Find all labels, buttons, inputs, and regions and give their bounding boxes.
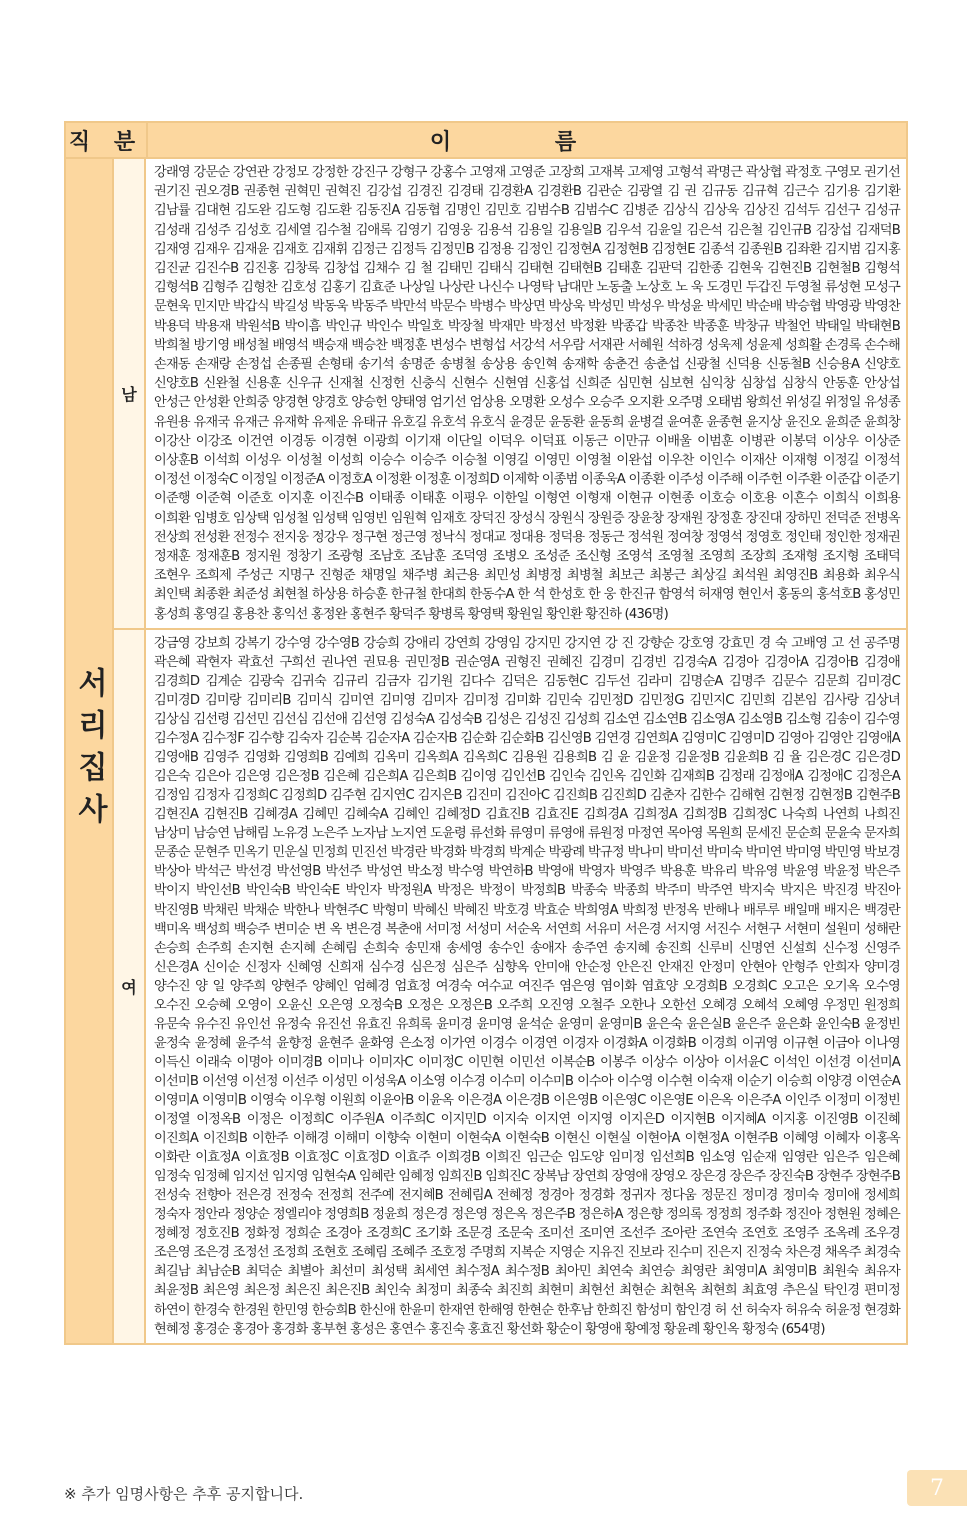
gender-groups [114, 159, 906, 1343]
table-body [66, 159, 906, 1343]
role-cell [66, 159, 114, 1343]
page-number: 7 [907, 1470, 967, 1506]
header-role: 직 분 [66, 123, 148, 157]
male-names: 강래영 강문순 강연관 강정모 강정한 강진구 강형구 강홍수 고영재 고영준 고장희 고재복 고제영 고형석 곽명근 곽상협 곽정호 구영모 권기선 권기진 권오경B 권종현 권혁민 권혁진 김강섭 김경진 김경태 김경환A 김경환B 김관순 김광열 김 권 김규동 김규혁 김근수 김기용 김기환 김남률 김대현 김도완 김도형 김도환 김동진A 김동협 김명인 김민호 김범수B 김범수C 김병준 김상식 김상욱 김상진 김석두 김선구 김성규 김성래 김성주 김성호 김세열 김수철 김애록 김영기 김영웅 김용석 김용일 김용일B 김우석 김윤일 김은석 김은철 김인규B 김장섭 김재덕B 김재영 김재우 김재윤 김재호 김재휘 김정근 김정득 김정민B 김정용 김정인 김정현A 김정현B 김정현E 김종석 김종원B 김좌환 김지범 김지홍 김진균 김진수B 김진홍 김창록 김창섭 김채수 김 철 김태민 김태식 김태현 김태현B 김태훈 김판덕 김한종 김현욱 김현진B 김현철B 김형석 김형석B 김형주 김형찬 김호성 김홍기 김효준 나상일 나상란 나신수 나영탁 남대만 노동출 노상호 노 욱 도경민 두갑진 두영철 류성현 모성구 문현욱 민지만 박갑식 박길성 박동욱 박동주 박만석 박문수 박병수 박상면 박상욱 박성민 박성우 박성윤 박세민 박순배 박승협 박영광 박영찬 박용덕 박용재 박원석B 박이흠 박인규 박인수 박일호 박장철 박재만 박정선 박정환 박종갑 박종찬 박종훈 박창규 박철언 박태일 박태현B 박희철 방기영 배성철 배영석 백승재 백승찬 백정훈 변성수 변형섭 서강석 서우람 서재관 서혜원 석하경 성욱제 성윤제 성희활 손경록 손수해 손재동 손재랑 손정섭 손종필 손형태 송기석 송명준 송병철 송상용 송인혁 송재학 송춘건 송춘섭 신광철 신덕용 신동철B 신승용A 신양호 신양호B 신완철 신용훈 신우규 신재철 신정헌 신충식 신현수 신현염 신홍섭 신희준 심민현 심보현 심익창 심창섭 심창식 안동훈 안상섭 안성근 안성환 안희중 양경현 양경호 양승헌 양태영 엄기선 엄상용 오명환 오성수 오승주 오지환 오주명 오태범 왕희선 위성길 위정일 유성종 유원용 유재국 유재근 유재학 유제운 유태규 유호길 유호석 유호식 윤경문 윤동환 윤동희 윤병걸 윤여훈 윤종현 윤지상 윤진오 윤희준 윤희창 이강산 이강조 이건연 이경동 이경현 이광희 이기재 이단일 이덕우 이덕표 이동근 이만규 이배울 이범훈 이병관 이봉덕 이상우 이상준 이상훈B 이석희 이성우 이성철 이성희 이승수 이승주 이승철 이영길 이영민 이영철 이완섭 이우찬 이인수 이재산 이재형 이정길 이정석 이정선 이정숙C 이정일 이정준A 이정호A 이정환 이정훈 이정희D 이제학 이종범 이종욱A 이종환 이주성 이주해 이주헌 이주환 이준갑 이준기 이준행 이준혁 이준호 이지훈 이진수B 이태종 이태훈 이평우 이한일 이형연 이형재 이현규 이현종 이호승 이호용 이흔수 이희식 이희용 이희환 임병호 임상택 임성철 임성택 임영빈 임원혁 임재호 장덕진 장성식 장원식 장원증 장윤창 장재원 장정훈 장진대 장하민 전덕준 전병옥 전상희 전성환 전정수 전지웅 정강우 정구현 정근영 정낙식 정대교 정대용 정덕용 정동근 정석원 정여창 정영석 정영호 정인태 정인한 정재권 정재훈 정재훈B 정지원 정창기 조광형 조남호 조남훈 조덕영 조병오 조성준 조신형 조영석 조영철 조영희 조장희 조재형 조지형 조태덕 조현우 조희제 주성근 지명구 진형준 채명일 채주병 최근용 최민성 최병정 최병철 최보근 최봉근 최상길 최석원 최영진B 최용화 최우식 최인택 최종환 최준성 최현철 하상용 하승훈 한규철 한대희 한동수A 한 석 한성호 한 웅 한진규 함영석 허재영 현인서 홍동의 홍석호B 홍성민 홍성희 홍영길 홍용찬 홍익선 홍정완 홍현주 황덕주 황병록 황영택 황원일 황인환 황진하 (436명) [154, 165, 900, 622]
gender-label-male: 남 [114, 159, 146, 628]
table-header [66, 123, 906, 159]
gender-label-female: 여 [114, 630, 146, 1343]
footer-note: ※ 추가 임명사항은 추후 공지합니다. [64, 1485, 304, 1503]
header-name: 이 름 [429, 129, 625, 155]
female-group [114, 630, 906, 1343]
male-group [114, 159, 906, 630]
deacon-appointment-table [64, 121, 908, 1345]
role-label: 서리집사 [72, 666, 107, 835]
female-names: 강금영 강보희 강복기 강수영 강수영B 강승희 강애리 강연희 강영임 강지민 강지연 강 진 강향순 강호영 강효민 경 숙 고배영 고 선 공주명 곽은혜 곽현자 곽효선 구희선 권나연 권묘용 권민정B 권순영A 권형진 권혜진 김경미 김경빈 김경숙A 김경아 김경아A 김경아B 김경애 김경희D 김계순 김광숙 김귀숙 김규리 김금자 김기원 김다수 김덕은 김동현C 김두선 김라미 김명순A 김명주 김문수 김문희 김미경C 김미경D 김미랑 김미리B 김미식 김미연 김미영 김미자 김미정 김미화 김민숙 김민정D 김민정G 김민지C 김민희 김본임 김사랑 김상녀 김상심 김선령 김선민 김선심 김선애 김선영 김성숙A 김성숙B 김성은 김성진 김성희 김소연 김소연B 김소영A 김소영B 김소형 김송이 김수영 김수정A 김수정F 김수향 김숙자 김순복 김순자A 김순자B 김순화 김순화B 김신영B 김연경 김연희A 김영미C 김영미D 김영아 김영안 김영애A 김영애B 김영주 김영화 김영희B 김예희 김옥미 김옥희A 김옥희C 김용원 김용희B 김 윤 김윤정 김윤정B 김윤희B 김 율 김은경C 김은경D 김은숙 김은아 김은영 김은정B 김은혜 김은희A 김은희B 김이영 김인선B 김인숙 김인옥 김인화 김재희B 김정래 김정애A 김정애C 김정은A 김정임 김정자 김정희C 김정희D 김주현 김지연C 김지은B 김진미 김진아C 김진희B 김진희D 김춘자 김한수 김해현 김현정 김현정B 김현주B 김현진A 김현진B 김혜경A 김혜민 김혜숙A 김혜인 김혜정D 김효진B 김효진E 김희경A 김희정A 김희정B 김희정C 나숙희 나연희 나희진 남상미 남승연 남해림 노유경 노은주 노자남 노지연 도윤령 류선화 류영미 류영애 류원정 마정연 목아영 목원희 문세진 문순희 문윤숙 문자희 문종순 문현주 민옥기 민운실 민정희 민진선 박경란 박경화 박경희 박계순 박광례 박규정 박나미 박미선 박미숙 박미연 박미영 박민영 박보경 박상아 박석근 박선경 박선영B 박선주 박성연 박소정 박수영 박연하B 박영애 박영자 박영주 박용훈 박유리 박유영 박윤영 박윤정 박은주 박이지 박인선B 박인숙B 박인숙E 박인자 박정원A 박정은 박정이 박정희B 박종숙 박종희 박주미 박주연 박지숙 박지은 박진경 박진아 박진영B 박채린 박채순 박한나 박현주C 박형미 박혜신 박혜진 박호경 박효순 박희영A 박희정 반정옥 반해나 배루루 배일매 배지은 백경란 백미옥 백성희 백승주 변미순 변 옥 변은경 복춘애 서미정 서성미 서순옥 서연희 서유미 서은경 서지영 서진수 서현구 서현미 설원미 성해란 손승희 손주희 손지현 손지혜 손혜림 손희숙 송민재 송세영 송수인 송애자 송주연 송지혜 송진희 신루비 신명연 신설희 신수정 신영주 신은경A 신이순 신정자 신혜영 신희재 심수경 심은정 심은주 심향옥 안미애 안순정 안은진 안재진 안정미 안현아 안형주 안희자 양미경 양수진 양 일 양주희 양현주 양혜인 엄혜경 엄효정 여경숙 여수교 여진주 염은영 염이화 염효양 오경희B 오경희C 오고은 오기옥 오수영 오수진 오승혜 오영이 오윤신 오은영 오정숙B 오정은 오정은B 오주희 오진영 오철주 오한나 오한선 오혜경 오혜석 오혜영 우정민 원정희 유문숙 유수진 유인선 유정숙 유진선 유효진 유희록 윤미경 윤미영 윤석순 윤영미 윤영미B 윤은숙 윤은실B 윤은주 윤은화 윤인숙B 윤정빈 윤정숙 윤정혜 윤주석 윤향정 윤현주 윤화영 은소정 이가연 이경수 이경연 이경자 이경화A 이경화B 이경희 이귀영 이규현 이금아 이나영 이득신 이래숙 이명아 이미경B 이미나 이미자C 이미정C 이민현 이민선 이복순B 이봉주 이상수 이상아 이서윤C 이석인 이선경 이선미A 이선미B 이선영 이선정 이선주 이성민 이성욱A 이소영 이수경 이수미 이수미B 이수아 이수영 이수현 이숙재 이순기 이승희 이양경 이연순A 이영미A 이영미B 이영숙 이우형 이원희 이윤아B 이윤옥 이은경A 이은경B 이은영B 이은영C 이은영E 이은옥 이은주A 이인주 이정미 이정빈 이정열 이정옥B 이정은 이정희C 이주원A 이주희C 이지민D 이지숙 이지연 이지영 이지은D 이지현B 이지혜A 이지홍 이진영B 이진혜 이진희A 이진희B 이한주 이해경 이해미 이향숙 이현미 이현숙A 이현숙B 이현신 이현실 이현아A 이현정A 이현주B 이혜영 이혜자 이홍옥 이화란 이효정A 이효정B 이효정C 이효정D 이효주 이희경B 이희진 임근순 임도양 임미정 임선희B 임소영 임순재 임영란 임은주 임은혜 임정숙 임정혜 임지선 임지영 임현숙A 임혜란 임혜정 임희진B 임희진C 장복남 장연희 장영애 장영오 장은경 장은주 장진숙B 장현주 장현주B 전성숙 전향아 전은경 전정숙 전정희 전주예 전지혜B 전혜림A 전혜정 정경아 정경화 정귀자 정다움 정문진 정미경 정미숙 정미애 정세희 정숙자 정안라 정양순 정엘리야 정영희B 정윤희 정은경 정은영 정은옥 정은주B 정은하A 정은향 정의록 정정희 정주화 정진아 정현원 정혜은 정혜정 정호진B 정화정 정희순 조경아 조경희C 조기화 조문경 조문숙 조미선 조미연 조선주 조아란 조연숙 조연호 조영주 조옥례 조우경 조은영 조은경 조정선 조정희 조현호 조혜림 조혜주 조호정 주명희 지복순 지영순 지유진 진보라 진수미 진은지 진정숙 차은경 채옥주 최경숙 최길남 최남순B 최덕순 최별아 최선미 최성택 최세연 최수정A 최수정B 최아민 최연숙 최연승 최영란 최영미A 최영미B 최원숙 최유자 최윤정B 최은영 최은정 최은진 최은진B 최인숙 최정미 최종숙 최진희 최현미 최현선 최현순 최현옥 최현희 최효영 추은실 탁인경 편미정 하연이 한경숙 한경원 한민영 한승희B 한신애 한윤미 한재연 한해영 한현순 한후남 한희진 함성미 함인경 허 선 허숙자 허유숙 허윤정 현경화 현혜정 홍경순 홍경아 홍경화 홍부현 홍성은 홍연수 홍진숙 홍효진 황선화 황순이 황영애 황예정 황윤례 황인옥 황정숙 (654명) [154, 635, 900, 1337]
